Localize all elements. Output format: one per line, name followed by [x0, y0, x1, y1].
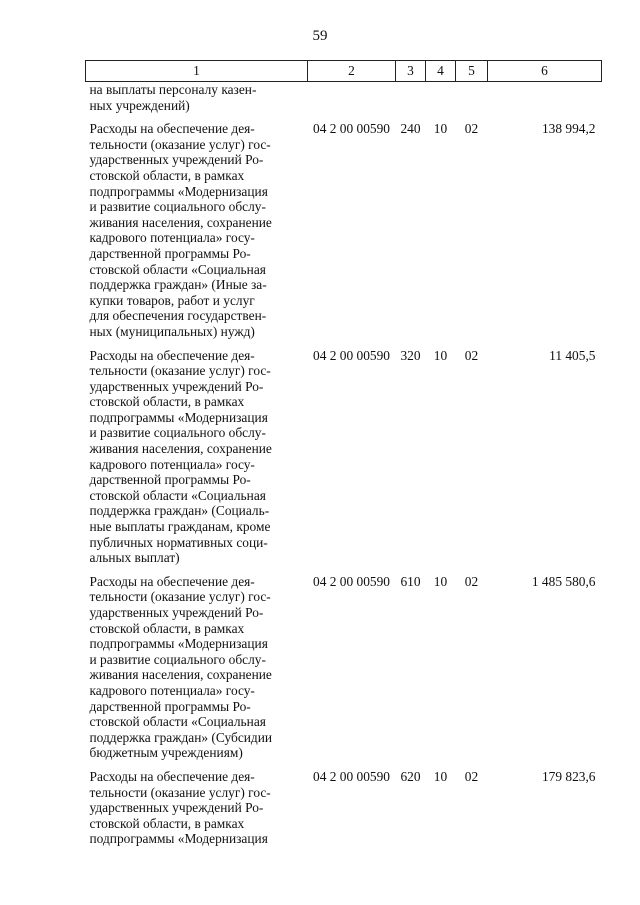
row-expense-type: 610 [400, 573, 421, 589]
row-subsection: 02 [464, 347, 479, 363]
row-expense-type: 320 [400, 347, 421, 363]
row-code: 04 2 00 00590 [313, 573, 390, 589]
table-row [86, 769, 602, 855]
description-line: тельности (оказание услуг) гос- [89, 589, 271, 605]
description-line: ударственных учреждений Ро- [89, 605, 264, 620]
description-line: на выплаты персоналу казен- [89, 82, 257, 97]
description-line: тельности (оказание услуг) гос- [89, 363, 271, 379]
continuation-row [86, 82, 602, 122]
description-line: тельности (оказание услуг) гос- [89, 784, 271, 800]
description-line: стовской области, в рамках [89, 394, 245, 410]
description-line: ударственных учреждений Ро- [89, 378, 264, 394]
column-header-3: 3 [396, 61, 426, 82]
continuation-description [86, 82, 308, 122]
description-line: живания населения, сохранение [89, 214, 272, 230]
row-amount: 179 823,6 [541, 768, 596, 784]
row-description [86, 348, 308, 574]
description-line: живания населения, сохранение [89, 441, 272, 457]
table-row [86, 574, 602, 769]
table-row [86, 348, 602, 574]
row-code: 04 2 00 00590 [313, 347, 390, 363]
description-line: тельности (оказание услуг) гос- [89, 136, 271, 152]
table-row [86, 121, 602, 347]
description-line: стовской области «Социальная [89, 714, 266, 730]
row-code: 04 2 00 00590 [313, 121, 390, 137]
description-line: стовской области, в рамках [89, 620, 245, 636]
description-line: ные выплаты гражданам, кроме [89, 519, 271, 535]
row-description [86, 574, 308, 769]
description-line: Расходы на обеспечение дея- [89, 347, 255, 363]
row-section: 10 [433, 121, 448, 137]
description-line: купки товаров, работ и услуг [89, 292, 255, 308]
description-line: подпрограммы «Модернизация [89, 831, 268, 847]
row-amount: 138 994,2 [541, 121, 596, 137]
column-header-6: 6 [488, 61, 602, 82]
description-line: стовской области, в рамках [89, 815, 245, 831]
table-header-row [86, 61, 602, 82]
description-line: и развитие социального обслу- [89, 651, 266, 667]
row-description [86, 121, 308, 347]
row-subsection: 02 [464, 573, 479, 589]
description-line: ных учреждений) [89, 97, 190, 113]
description-line: кадрового потенциала» госу- [89, 682, 255, 698]
page-number: 59 [312, 28, 328, 44]
description-line: Расходы на обеспечение дея- [89, 768, 255, 784]
description-line: альных выплат) [89, 550, 180, 566]
description-line: поддержка граждан» (Иные за- [89, 277, 267, 293]
description-line: бюджетным учреждениям) [89, 745, 243, 761]
description-line: поддержка граждан» (Социаль- [89, 503, 270, 519]
row-subsection: 02 [464, 768, 479, 784]
row-subsection: 02 [464, 121, 479, 137]
description-line: стовской области «Социальная [89, 261, 266, 277]
description-line: стовской области «Социальная [89, 487, 266, 503]
description-line: подпрограммы «Модернизация [89, 409, 268, 425]
row-section: 10 [433, 347, 448, 363]
column-header-2: 2 [308, 61, 396, 82]
description-line: подпрограммы «Модернизация [89, 636, 268, 652]
column-header-5: 5 [456, 61, 488, 82]
row-description [86, 769, 308, 855]
description-line: подпрограммы «Модернизация [89, 183, 268, 199]
description-line: для обеспечения государствен- [89, 308, 267, 324]
row-section: 10 [433, 768, 448, 784]
description-line: дарственной программы Ро- [89, 245, 251, 261]
description-line: поддержка граждан» (Субсидии [89, 729, 273, 745]
row-expense-type: 240 [400, 121, 421, 137]
row-code: 04 2 00 00590 [313, 768, 390, 784]
description-line: ударственных учреждений Ро- [89, 800, 264, 816]
description-line: живания населения, сохранение [89, 667, 272, 683]
description-line: и развитие социального обслу- [89, 199, 266, 215]
column-header-4: 4 [426, 61, 456, 82]
budget-table [85, 60, 602, 855]
row-amount: 11 405,5 [549, 347, 596, 363]
row-section: 10 [433, 573, 448, 589]
description-line: дарственной программы Ро- [89, 472, 251, 488]
description-line: ударственных учреждений Ро- [89, 152, 264, 168]
description-line: и развитие социального обслу- [89, 425, 266, 441]
description-line: публичных нормативных соци- [89, 534, 268, 550]
description-line: кадрового потенциала» госу- [89, 456, 255, 472]
row-amount: 1 485 580,6 [531, 573, 596, 589]
description-line: кадрового потенциала» госу- [89, 230, 255, 246]
description-line: Расходы на обеспечение дея- [89, 573, 255, 589]
description-line: Расходы на обеспечение дея- [89, 121, 255, 137]
description-line: дарственной программы Ро- [89, 698, 251, 714]
description-line: стовской области, в рамках [89, 167, 245, 183]
column-header-1: 1 [86, 61, 308, 82]
description-line: ных (муниципальных) нужд) [89, 323, 255, 339]
row-expense-type: 620 [400, 768, 421, 784]
